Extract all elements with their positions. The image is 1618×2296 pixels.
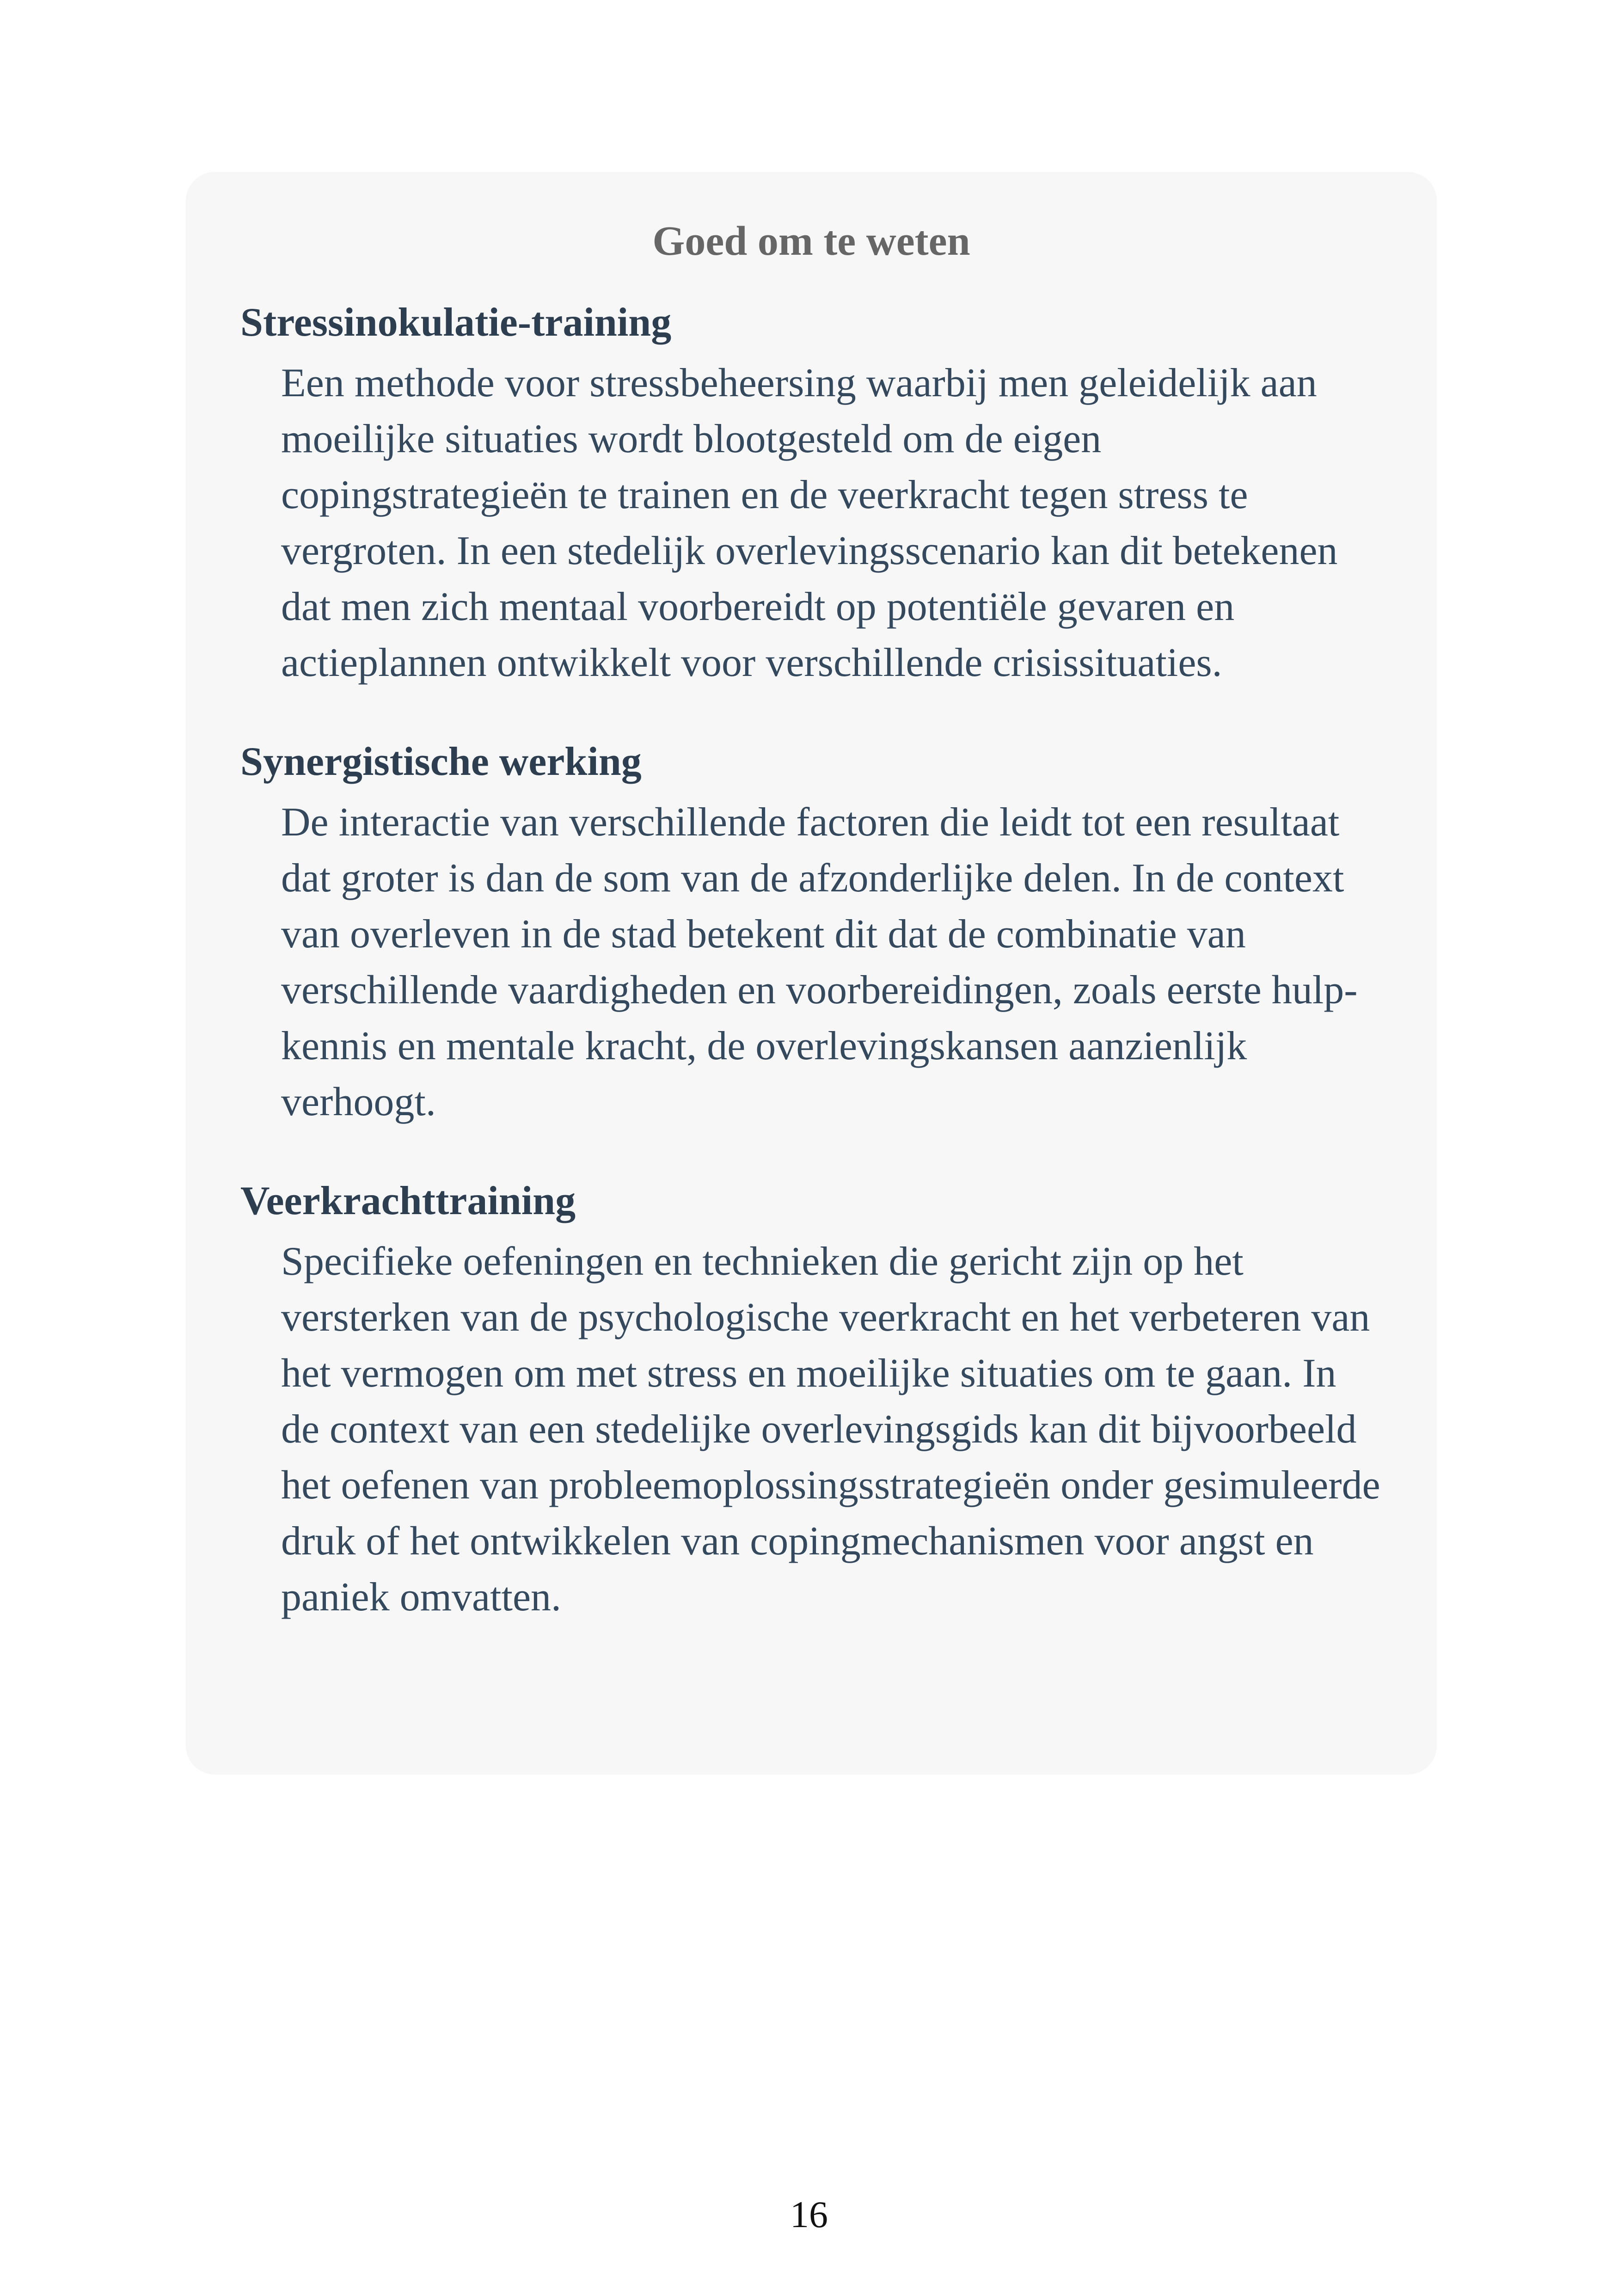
term-definition: De interactie van verschillende factoren die leidt tot een resultaat dat groter is dan de som van de afzonderlijke delen. In de context van overleven in de stad betekent dit dat de combinatie van verschillende vaardigheden en voorbereidingen, zoals eerste hulp-kennis en mentale kracht, de overlevingskansen aanzienlijk verhoogt.	[281, 800, 1358, 1124]
term-name: Veerkrachttraining	[240, 1179, 576, 1223]
term-definition: Specifieke oefeningen en technieken die gericht zijn op het versterken van de psychologische veerkracht en het verbeteren van het vermogen om met stress en moeilijke situaties om te gaan. In de context van een stedelijke overlevingsgids kan dit bijvoorbeeld het oefenen van probleemoplossingsstrategieën onder gesimuleerde druk of het ontwikkelen van copingmechanismen voor angst en paniek omvatten.	[281, 1239, 1380, 1620]
term-name: Stressinokulatie-training	[240, 300, 672, 345]
page-number: 16	[790, 2193, 828, 2235]
glossary-title: Goed om te weten	[652, 218, 970, 264]
glossary-term	[240, 1178, 1382, 1625]
term-definition: Een methode voor stressbeheersing waarbij men geleidelijk aan moeilijke situaties wordt blootgesteld om de eigen copingstrategieën te trainen en de veerkracht tegen stress te vergroten. In een stedelijk overlevingsscenario kan dit betekenen dat men zich mentaal voorbereidt op potentiële gevaren en actieplannen ontwikkelt voor verschillende crisissituaties.	[281, 361, 1338, 685]
glossary-term	[240, 300, 1382, 691]
glossary-box	[186, 172, 1437, 1774]
glossary-term	[240, 739, 1382, 1130]
term-name: Synergistische werking	[240, 739, 642, 784]
